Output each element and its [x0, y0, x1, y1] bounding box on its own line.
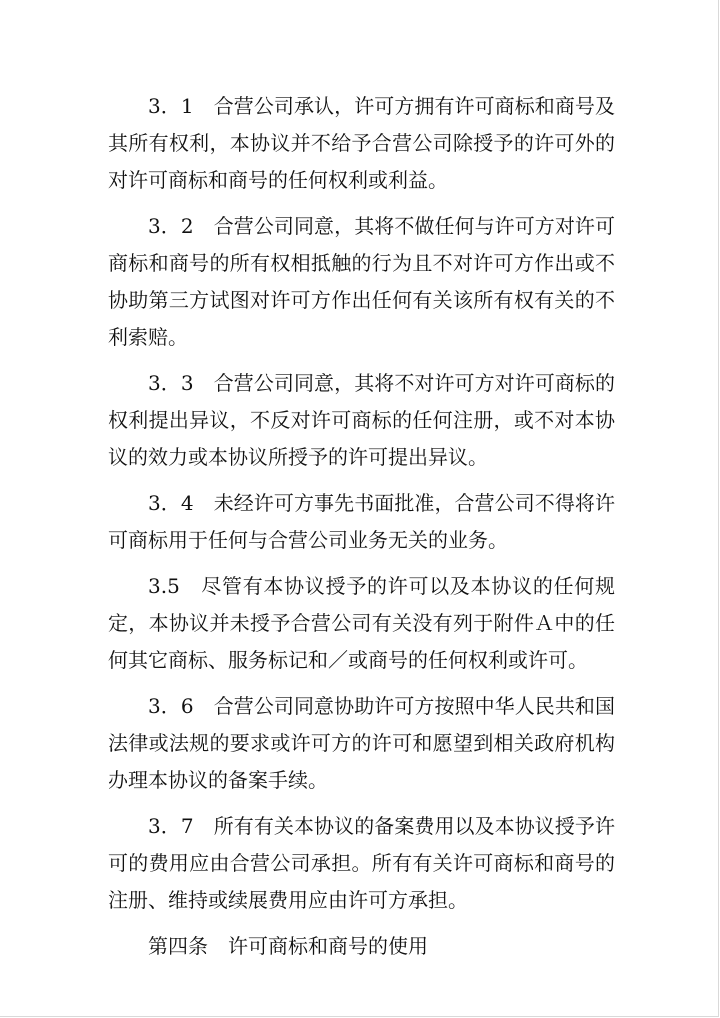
section-heading: 第四条 许可商标和商号的使用 [148, 934, 428, 958]
clause-3-3: 3．3 合营公司同意，其将不对许可方对许可商标的权利提出异议，不反对许可商标的任何注册，或不对本协议的效力或本协议所授予的许可提出异议。 [108, 371, 615, 469]
clause-3-2: 3．2 合营公司同意，其将不做任何与许可方对许可商标和商号的所有权相抵触的行为且不对许可方作出或不协助第三方试图对许可方作出任何有关该所有权有关的不利索赔。 [108, 214, 615, 349]
clause-3-7: 3．7 所有有关本协议的备案费用以及本协议授予许可的费用应由合营公司承担。所有有关许可商标和商号的注册、维持或续展费用应由许可方承担。 [108, 814, 615, 912]
clause-3-5: 3.5 尽管有本协议授予的许可以及本协议的任何规定，本协议并未授予合营公司有关没有列于附件Ａ中的任何其它商标、服务标记和／或商号的任何权利或许可。 [108, 574, 615, 672]
clause-3-4: 3．4 未经许可方事先书面批准，合营公司不得将许可商标用于任何与合营公司业务无关的业务。 [108, 491, 615, 552]
clause-3-1: 3．1 合营公司承认，许可方拥有许可商标和商号及其所有权利，本协议并不给予合营公司除授予的许可外的对许可商标和商号的任何权利或利益。 [108, 94, 615, 192]
document-body [108, 88, 615, 965]
clause-3-6: 3．6 合营公司同意协助许可方按照中华人民共和国法律或法规的要求或许可方的许可和愿望到相关政府机构办理本协议的备案手续。 [108, 694, 615, 792]
